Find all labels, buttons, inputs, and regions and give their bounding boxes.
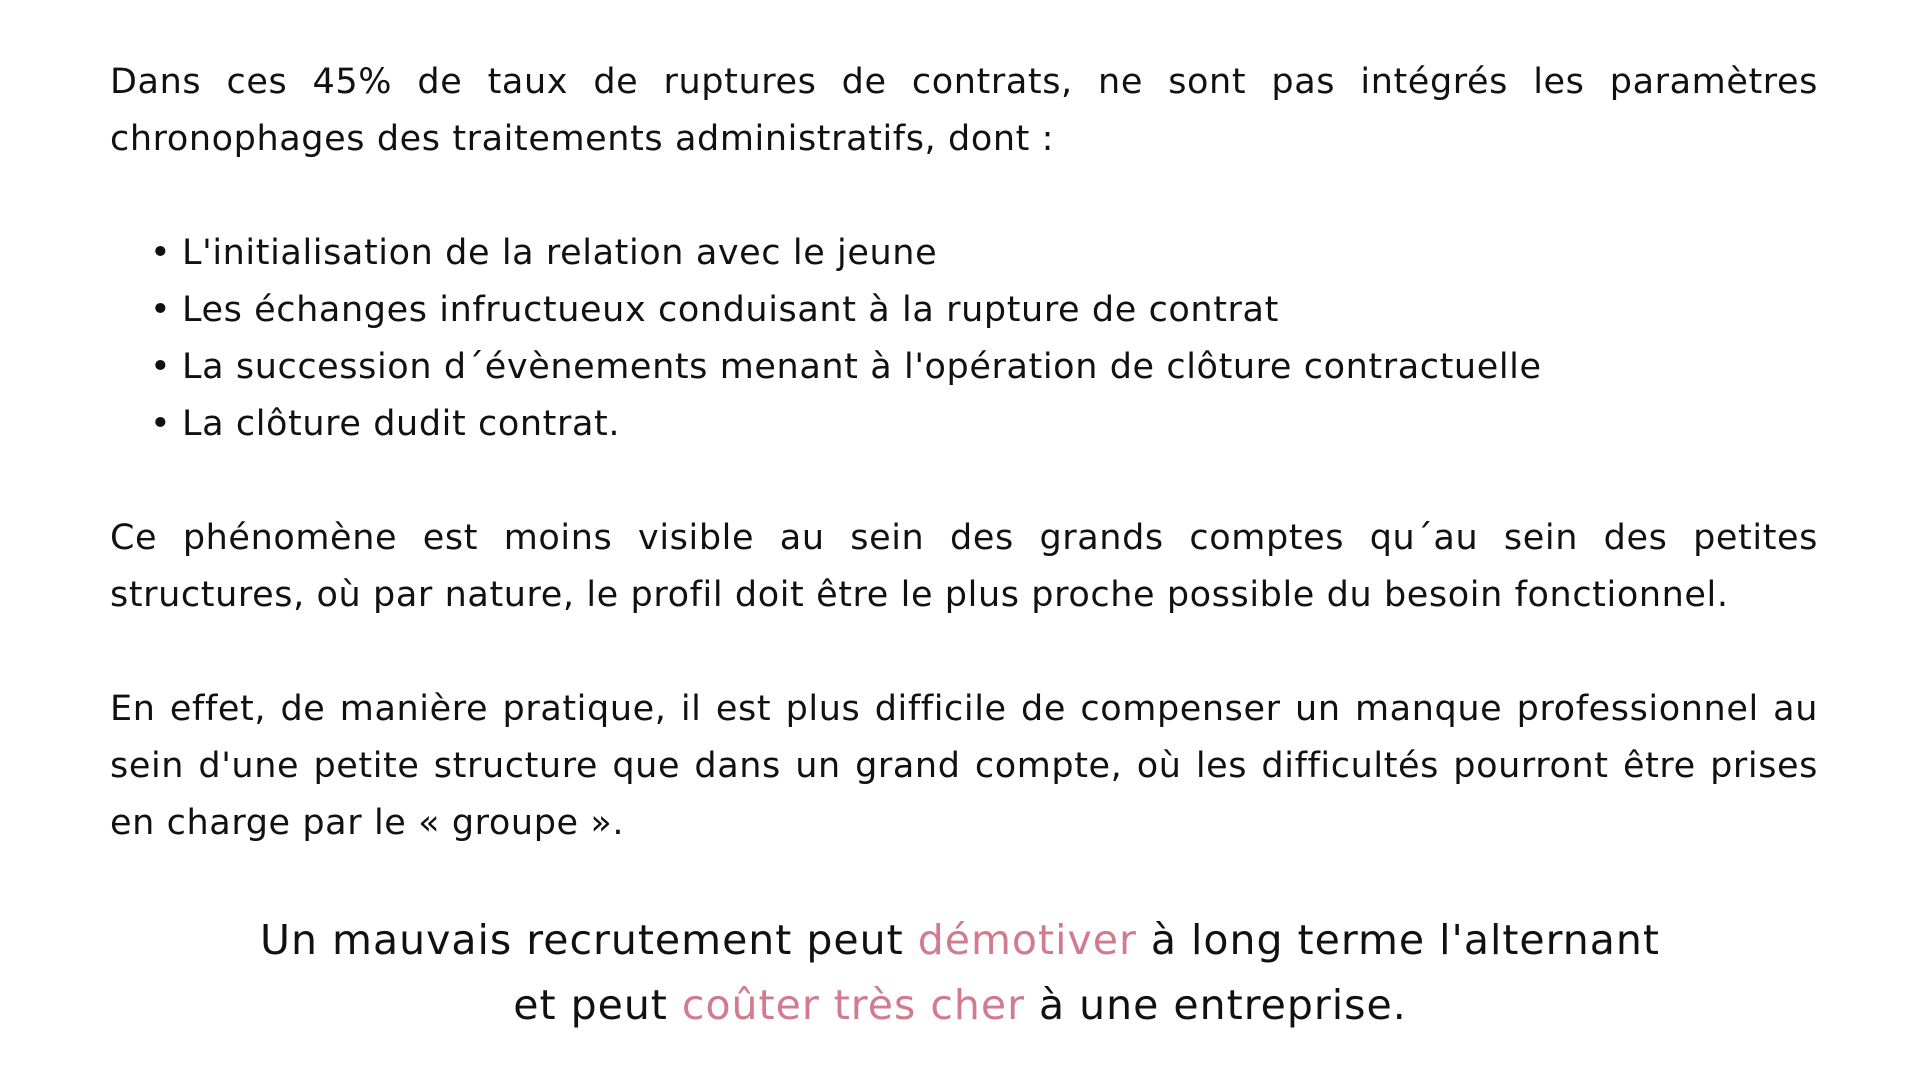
list-item <box>150 282 1818 339</box>
list-item <box>150 396 1818 453</box>
bullet-icon: • <box>150 404 172 444</box>
paragraph-grands-comptes: Ce phénomène est moins visible au sein des grands comptes qu´au sein des petites structures, où par nature, le profil doit être le plus proche possible du besoin fonctionnel. <box>110 518 1818 615</box>
list-item-text: La succession d´évènements menant à l'opération de clôture contractuelle <box>182 347 1542 387</box>
document-body <box>110 54 1818 852</box>
closing-line-2 <box>0 973 1920 1038</box>
closing-statement <box>0 908 1920 1038</box>
closing-line-1-start: Un mauvais recrutement peut <box>260 916 918 964</box>
closing-line-1 <box>0 908 1920 973</box>
bullet-list <box>110 225 1818 453</box>
bullet-icon: • <box>150 233 172 273</box>
bullet-icon: • <box>150 290 172 330</box>
closing-line-2-end: à une entreprise. <box>1024 981 1407 1029</box>
closing-line-2-start: et peut <box>513 981 682 1029</box>
intro-paragraph: Dans ces 45% de taux de ruptures de contrats, ne sont pas intégrés les paramètres chronophages des traitements administratifs, dont : <box>110 62 1818 159</box>
paragraph-spacer <box>110 624 1818 681</box>
list-item-text: Les échanges infructueux conduisant à la rupture de contrat <box>182 290 1279 330</box>
list-item <box>150 339 1818 396</box>
highlight-demotiver: démotiver <box>917 916 1137 964</box>
list-item-text: L'initialisation de la relation avec le jeune <box>182 233 938 273</box>
paragraph-petite-structure: En effet, de manière pratique, il est plus difficile de compenser un manque professionnel au sein d'une petite structure que dans un grand compte, où les difficultés pourront être prises en charge par le « groupe ». <box>110 689 1818 843</box>
list-item <box>150 225 1818 282</box>
bullet-icon: • <box>150 347 172 387</box>
list-item-text: La clôture dudit contrat. <box>182 404 621 444</box>
closing-line-1-end: à long terme l'alternant <box>1136 916 1660 964</box>
highlight-couter-tres-cher: coûter très cher <box>681 981 1025 1029</box>
